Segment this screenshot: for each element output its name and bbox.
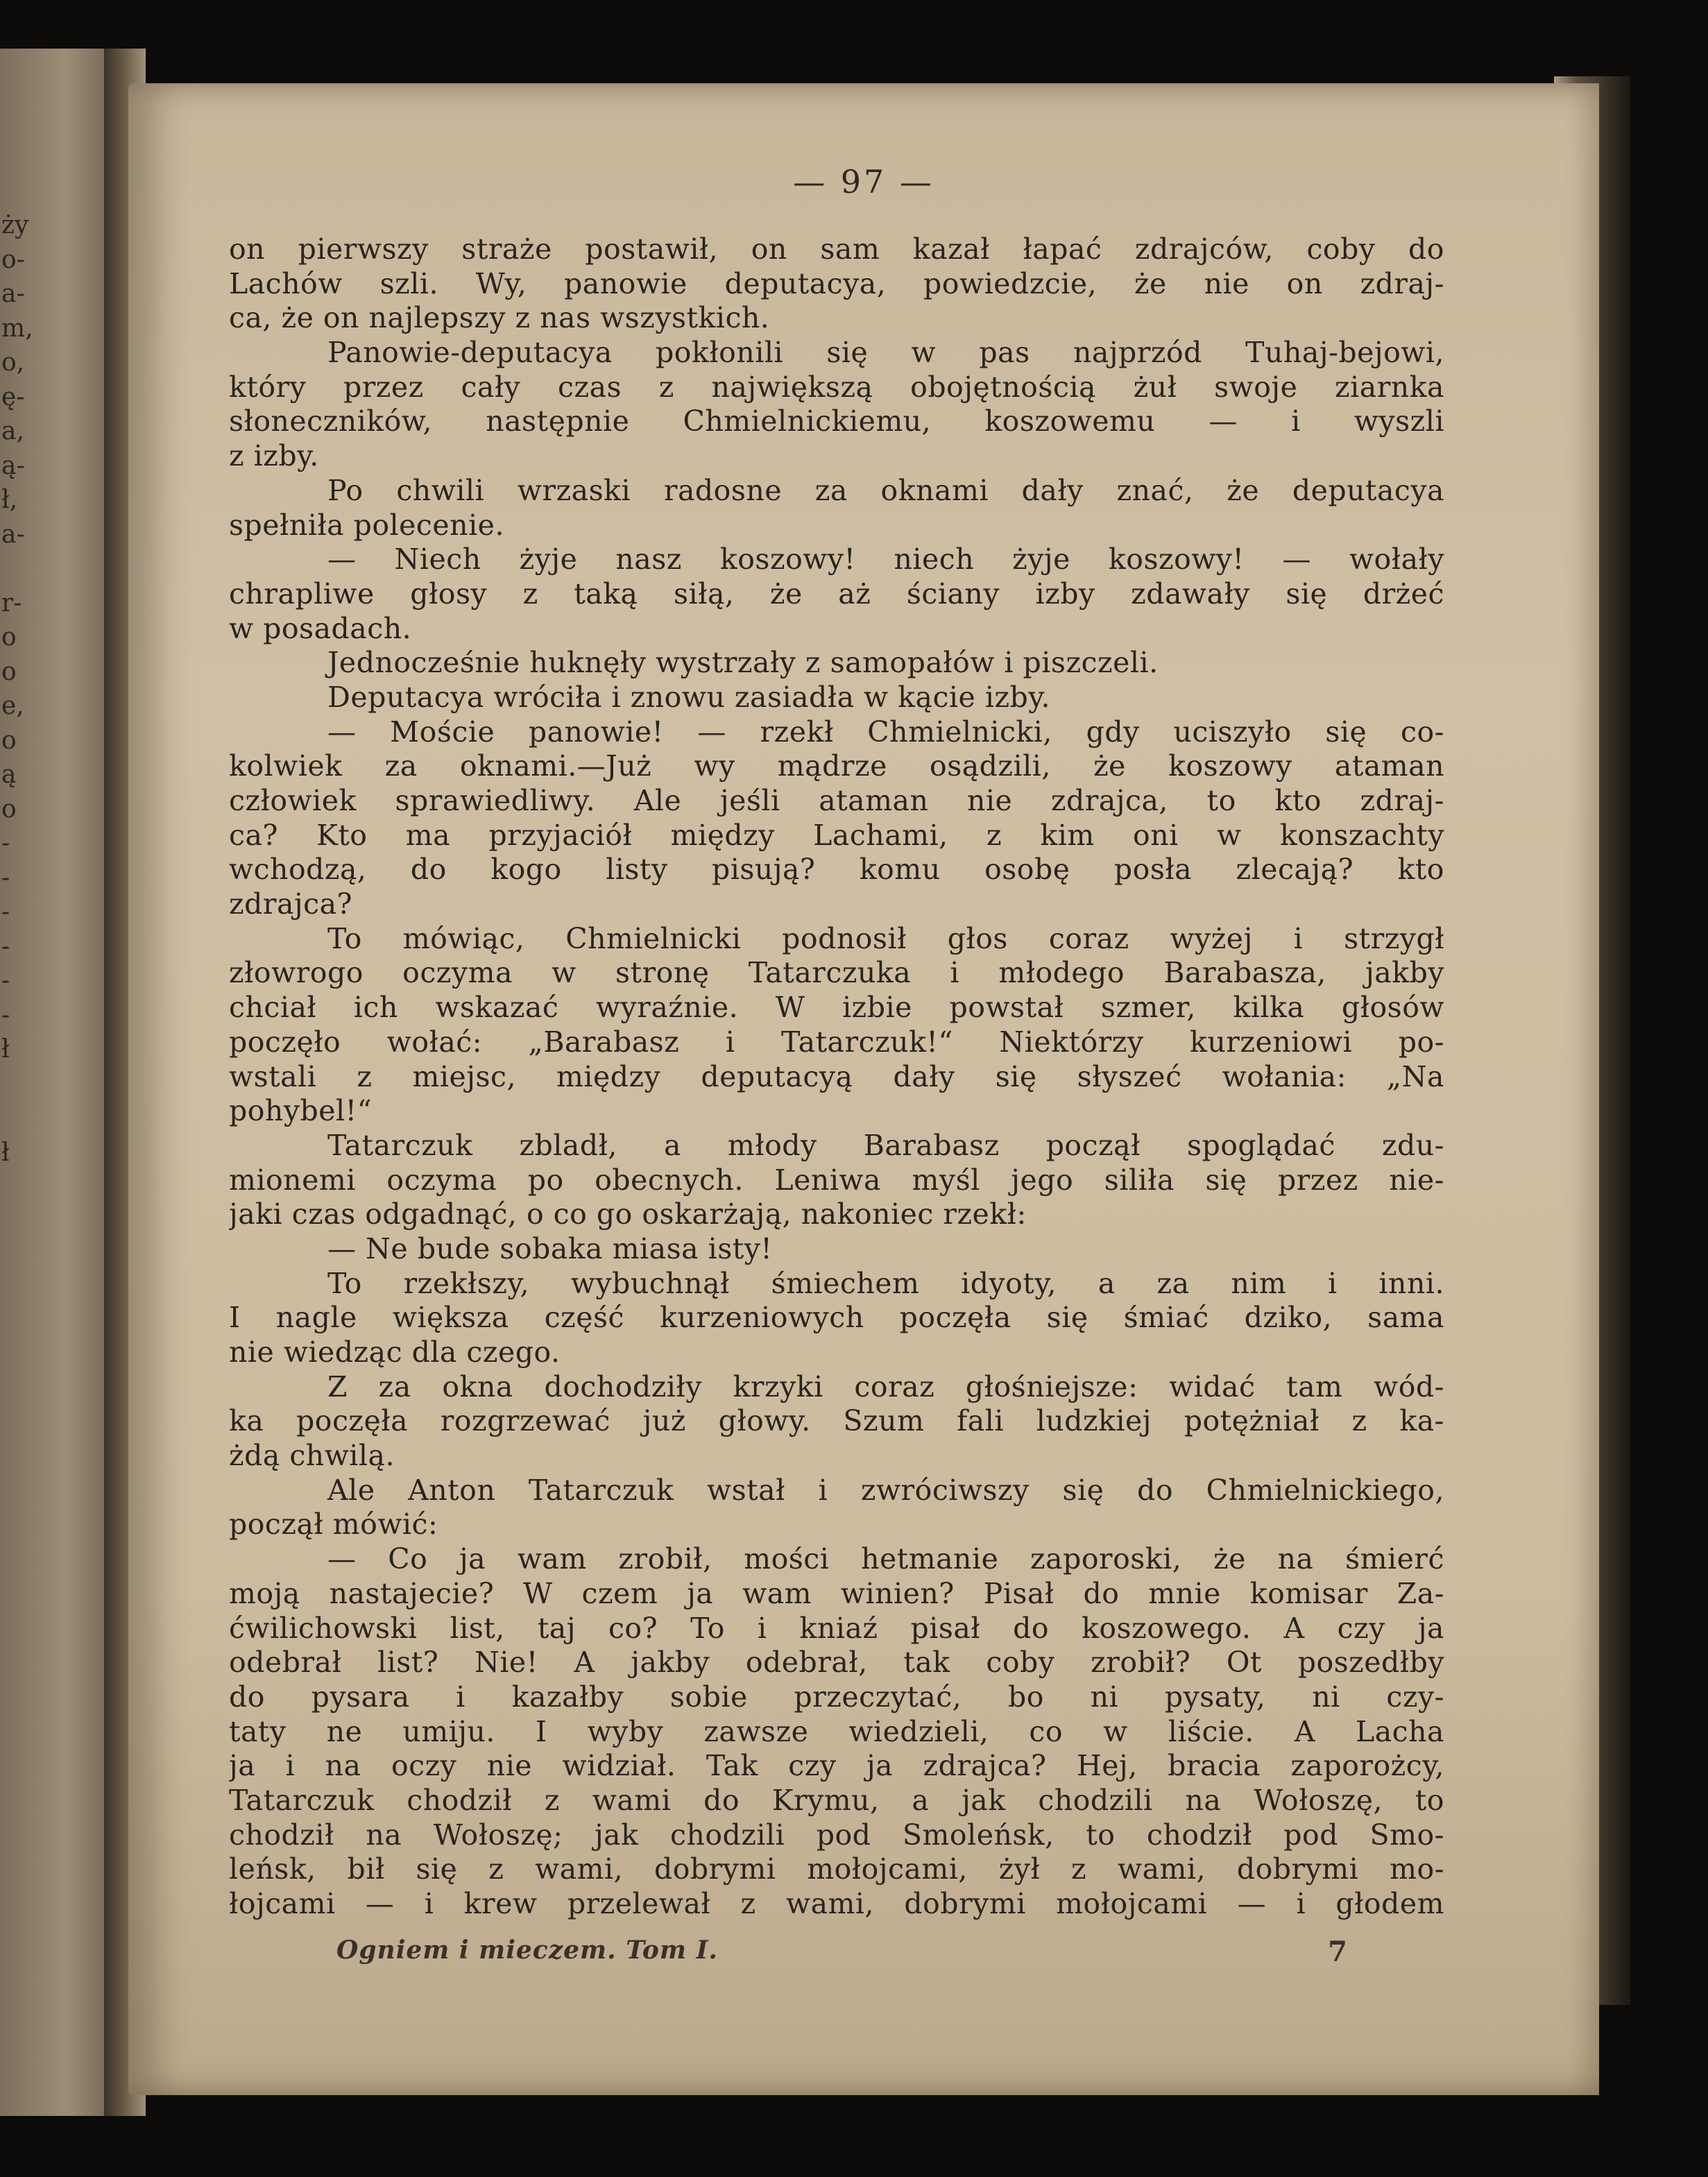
text-line: ja i na oczy nie widział. Tak czy ja zdrajca? Hej, bracia zaporożcy, xyxy=(229,1749,1444,1783)
left-page-fragment: - xyxy=(1,898,10,926)
text-line: z izby. xyxy=(229,439,319,473)
left-page-fragment: - xyxy=(1,966,10,995)
left-page-fragment: ą xyxy=(1,760,17,789)
book-page xyxy=(128,83,1599,2095)
text-line: odebrał list? Nie! A jakby odebrał, tak coby zrobił? Ot poszedłby xyxy=(229,1646,1444,1680)
text-line: pohybel!“ xyxy=(229,1094,373,1128)
left-page-fragment: r- xyxy=(1,588,22,617)
text-line: chrapliwe głosy z taką siłą, że aż ściany izby zdawały się drżeć xyxy=(229,577,1444,611)
text-line: do pysara i kazałby sobie przeczytać, bo ni pysaty, ni czy- xyxy=(229,1680,1444,1714)
text-line: moją nastajecie? W czem ja wam winien? Pisał do mnie komisar Za- xyxy=(229,1576,1444,1610)
text-line: chciał ich wskazać wyraźnie. W izbie powstał szmer, kilka głosów xyxy=(229,991,1444,1025)
text-line: począł mówić: xyxy=(229,1508,438,1542)
text-line: Ale Anton Tatarczuk wstał i zwróciwszy się do Chmielnickiego, xyxy=(327,1473,1444,1507)
text-line: wstali z miejsc, między deputacyą dały się słyszeć wołania: „Na xyxy=(229,1059,1444,1093)
text-line: — Moście panowie! — rzekł Chmielnicki, gdy uciszyło się co- xyxy=(327,715,1444,749)
left-page-fragment: ł, xyxy=(1,486,18,514)
left-page-fragment: - xyxy=(1,1000,10,1030)
left-page-fragment: ą- xyxy=(1,451,25,480)
left-page-fragment xyxy=(1,1067,57,1102)
text-line: — Ne bude sobaka miasa isty! xyxy=(327,1231,773,1265)
left-page-fragment: - xyxy=(1,932,10,961)
left-page-text-fragments xyxy=(1,208,57,1170)
text-line: wchodzą, do kogo listy pisują? komu osobę posła zlecają? kto xyxy=(229,853,1444,887)
left-page-fragment: a- xyxy=(1,520,25,549)
text-line: ca, że on najlepszy z nas wszystkich. xyxy=(229,301,770,335)
left-page-fragment: ży xyxy=(1,211,29,239)
left-page-fragment: ę- xyxy=(1,382,25,411)
text-line: ka poczęła rozgrzewać już głowy. Szum fali ludzkiej potężniał z ka- xyxy=(229,1404,1444,1438)
text-line: on pierwszy straże postawił, on sam kazał łapać zdrajców, coby do xyxy=(229,232,1444,266)
text-line: Lachów szli. Wy, panowie deputacya, powiedzcie, że nie on zdraj- xyxy=(229,266,1444,300)
left-page-fragment: - xyxy=(1,829,10,857)
text-line: I nagle większa część kurzeniowych poczęła się śmiać dziko, sama xyxy=(229,1301,1444,1335)
text-line: żdą chwilą. xyxy=(229,1439,395,1473)
text-line: To rzekłszy, wybuchnął śmiechem idyoty, a za nim i inni. xyxy=(327,1266,1444,1300)
text-line: złowrogo oczyma w stronę Tatarczuka i młodego Barabasza, jakby xyxy=(229,956,1444,990)
text-line: łojcami — i krew przelewał z wami, dobrymi mołojcami — i głodem xyxy=(229,1887,1444,1920)
text-line: ca? Kto ma przyjaciół między Lachami, z kim oni w konszachty xyxy=(229,818,1444,852)
text-line: mionemi oczyma po obecnych. Leniwa myśl jego siliła się przez nie- xyxy=(229,1163,1444,1197)
text-line: ćwilichowski list, taj co? To i kniaź pisał do koszowego. A czy ja xyxy=(229,1611,1444,1645)
footer-book-title: Ogniem i mieczem. Tom I. xyxy=(336,1936,718,1965)
left-page-fragment: e, xyxy=(1,692,24,720)
left-page-fragment: o xyxy=(1,657,17,686)
left-page-fragment: a, xyxy=(1,417,24,445)
text-line: w posadach. xyxy=(229,611,412,645)
left-page-fragment: a- xyxy=(1,280,25,308)
text-line: kolwiek za oknami.—Już wy mądrze osądzili, że koszowy ataman xyxy=(229,749,1444,783)
page-number: — 97 — xyxy=(793,163,934,200)
text-line: nie wiedząc dla czego. xyxy=(229,1335,561,1369)
left-page-fragment: o- xyxy=(1,245,25,274)
text-line: spełniła polecenie. xyxy=(229,508,504,542)
page-text xyxy=(229,232,1444,1922)
left-page-fragment: - xyxy=(1,863,10,892)
text-line: Tatarczuk chodził z wami do Krymu, a jak chodzili na Wołoszę, to xyxy=(229,1783,1444,1817)
text-line: zdrajca? xyxy=(229,887,352,921)
left-page-fragment: o xyxy=(1,794,17,823)
text-line: chodził na Wołoszę; jak chodzili pod Smoleńsk, to chodził pod Smo- xyxy=(229,1818,1444,1852)
left-page-edge xyxy=(0,49,121,2116)
left-page-fragment: o xyxy=(1,726,17,755)
text-line: który przez cały czas z największą obojętnością żuł swoje ziarnka xyxy=(229,370,1444,404)
text-line: poczęło wołać: „Barabasz i Tatarczuk!“ Niektórzy kurzeniowi po- xyxy=(229,1025,1444,1059)
footer-signature-mark: 7 xyxy=(1328,1936,1347,1968)
left-page-fragment: m, xyxy=(1,314,33,343)
text-line: jaki czas odgadnąć, o co go oskarżają, nakoniec rzekł: xyxy=(229,1197,1027,1231)
text-line: To mówiąc, Chmielnicki podnosił głos coraz wyżej i strzygł xyxy=(327,921,1444,955)
left-page-fragment xyxy=(1,552,57,586)
left-page-fragment: o xyxy=(1,623,17,651)
left-page-fragment xyxy=(1,1101,57,1136)
text-line: Tatarczuk zbladł, a młody Barabasz począł spoglądać zdu- xyxy=(327,1128,1444,1162)
text-line: leńsk, bił się z wami, dobrymi mołojcami, żył z wami, dobrymi mo- xyxy=(229,1852,1444,1886)
text-line: — Niech żyje nasz koszowy! niech żyje koszowy! — wołały xyxy=(327,543,1444,577)
left-page-fragment: o, xyxy=(1,348,25,377)
text-line: Deputacya wróciła i znowu zasiadła w kącie izby. xyxy=(327,680,1051,714)
text-line: taty ne umiju. I wyby zawsze wiedzieli, co w liście. A Lacha xyxy=(229,1714,1444,1748)
left-page-fragment: ł xyxy=(1,1138,10,1167)
text-line: Jednocześnie huknęły wystrzały z samopałów i piszczeli. xyxy=(327,646,1159,680)
text-line: człowiek sprawiedliwy. Ale jeśli ataman nie zdrajca, to kto zdraj- xyxy=(229,784,1444,817)
text-line: Po chwili wrzaski radosne za oknami dały znać, że deputacya xyxy=(327,473,1444,507)
text-line: Z za okna dochodziły krzyki coraz głośniejsze: widać tam wód- xyxy=(327,1369,1444,1403)
text-line: słoneczników, następnie Chmielnickiemu, koszowemu — i wyszli xyxy=(229,404,1444,438)
text-line: Panowie-deputacya pokłonili się w pas najprzód Tuhaj-bejowi, xyxy=(327,336,1444,370)
page-footer xyxy=(229,1936,1444,1970)
text-line: — Co ja wam zrobił, mości hetmanie zaporoski, że na śmierć xyxy=(327,1542,1444,1576)
left-page-fragment: ł xyxy=(1,1035,10,1064)
